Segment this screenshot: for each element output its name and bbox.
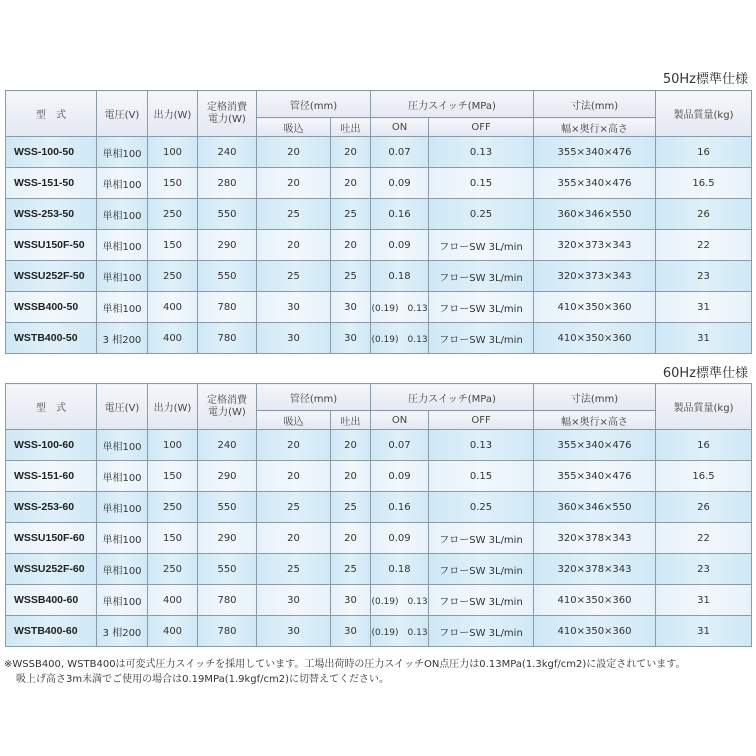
cell: 単相100 xyxy=(97,492,148,523)
cell: (0.19) 0.13 xyxy=(371,323,429,354)
table-row xyxy=(6,554,752,585)
cell: 20 xyxy=(257,523,331,554)
cell: 単相100 xyxy=(97,554,148,585)
cell: 31 xyxy=(656,616,752,647)
cell: 150 xyxy=(148,230,198,261)
header-size-sub: 幅×奥行×高さ xyxy=(534,411,656,430)
cell: 25 xyxy=(331,261,371,292)
cell: 100 xyxy=(148,430,198,461)
header-switch: 圧力スイッチ(MPa) xyxy=(371,91,534,118)
cell: 250 xyxy=(148,199,198,230)
table-row xyxy=(6,616,752,647)
cell: 0.15 xyxy=(429,168,534,199)
cell: 16.5 xyxy=(656,168,752,199)
cell: WSSU252F-50 xyxy=(6,261,97,292)
cell: 0.07 xyxy=(371,430,429,461)
table-row xyxy=(6,585,752,616)
table-title: 60Hz標準仕様 xyxy=(662,366,748,381)
cell: 780 xyxy=(198,292,257,323)
cell: 26 xyxy=(656,492,752,523)
cell: 0.15 xyxy=(429,461,534,492)
cell: 320×378×343 xyxy=(534,523,656,554)
table-row xyxy=(6,261,752,292)
cell: 150 xyxy=(148,168,198,199)
header-size: 寸法(mm) xyxy=(534,384,656,411)
header-voltage: 電圧(V) xyxy=(97,91,148,137)
cell: 30 xyxy=(331,323,371,354)
cell: 25 xyxy=(331,199,371,230)
cell: 0.09 xyxy=(371,523,429,554)
cell: 30 xyxy=(331,616,371,647)
cell: 30 xyxy=(331,292,371,323)
cell: フローSW 3L/min xyxy=(429,323,534,354)
cell: 780 xyxy=(198,585,257,616)
cell: WSSB400-50 xyxy=(6,292,97,323)
cell: 360×346×550 xyxy=(534,199,656,230)
header-mass: 製品質量(kg) xyxy=(656,91,752,137)
header-suction: 吸込 xyxy=(257,411,331,430)
cell: WSTB400-60 xyxy=(6,616,97,647)
cell: WSSU150F-50 xyxy=(6,230,97,261)
cell: 20 xyxy=(257,230,331,261)
cell: 280 xyxy=(198,168,257,199)
cell: 290 xyxy=(198,230,257,261)
header-off: OFF xyxy=(429,118,534,137)
cell: 26 xyxy=(656,199,752,230)
header-on: ON xyxy=(371,118,429,137)
cell: フローSW 3L/min xyxy=(429,261,534,292)
cell: 250 xyxy=(148,554,198,585)
cell: 16 xyxy=(656,430,752,461)
cell: 20 xyxy=(257,430,331,461)
cell: 25 xyxy=(257,492,331,523)
cell: 150 xyxy=(148,523,198,554)
cell: 0.13 xyxy=(429,430,534,461)
cell: 320×373×343 xyxy=(534,230,656,261)
cell: 20 xyxy=(331,168,371,199)
cell: 355×340×476 xyxy=(534,430,656,461)
cell: 400 xyxy=(148,616,198,647)
cell: 250 xyxy=(148,492,198,523)
header-discharge: 吐出 xyxy=(331,411,371,430)
cell: 単相100 xyxy=(97,523,148,554)
cell: WSTB400-50 xyxy=(6,323,97,354)
cell: 355×340×476 xyxy=(534,461,656,492)
table-row xyxy=(6,523,752,554)
header-size-sub: 幅×奥行×高さ xyxy=(534,118,656,137)
header-model: 型 式 xyxy=(6,91,97,137)
header-off: OFF xyxy=(429,411,534,430)
header-mass: 製品質量(kg) xyxy=(656,384,752,430)
cell: 400 xyxy=(148,585,198,616)
cell: 320×378×343 xyxy=(534,554,656,585)
cell: 30 xyxy=(257,585,331,616)
cell: WSS-100-60 xyxy=(6,430,97,461)
cell: 単相100 xyxy=(97,461,148,492)
cell: 16 xyxy=(656,137,752,168)
cell: フローSW 3L/min xyxy=(429,554,534,585)
cell: 22 xyxy=(656,523,752,554)
header-discharge: 吐出 xyxy=(331,118,371,137)
header-power: 定格消費電力(W) xyxy=(198,91,257,137)
cell: 410×350×360 xyxy=(534,616,656,647)
cell: WSSB400-60 xyxy=(6,585,97,616)
table-row xyxy=(6,323,752,354)
cell: 31 xyxy=(656,292,752,323)
header-suction: 吸込 xyxy=(257,118,331,137)
cell: WSS-151-60 xyxy=(6,461,97,492)
table-row xyxy=(6,230,752,261)
cell: 320×373×343 xyxy=(534,261,656,292)
cell: 25 xyxy=(257,199,331,230)
header-model: 型 式 xyxy=(6,384,97,430)
cell: 290 xyxy=(198,461,257,492)
cell: 23 xyxy=(656,261,752,292)
cell: 20 xyxy=(331,461,371,492)
cell: 150 xyxy=(148,461,198,492)
cell: WSS-100-50 xyxy=(6,137,97,168)
cell: 3 相200 xyxy=(97,616,148,647)
cell: 20 xyxy=(331,430,371,461)
cell: (0.19) 0.13 xyxy=(371,616,429,647)
table-row xyxy=(6,292,752,323)
cell: フローSW 3L/min xyxy=(429,585,534,616)
table-title: 50Hz標準仕様 xyxy=(662,72,748,87)
cell: 360×346×550 xyxy=(534,492,656,523)
cell: 単相100 xyxy=(97,230,148,261)
header-power: 定格消費電力(W) xyxy=(198,384,257,430)
header-switch: 圧力スイッチ(MPa) xyxy=(371,384,534,411)
table-row xyxy=(6,461,752,492)
cell: 250 xyxy=(148,261,198,292)
spec-table xyxy=(5,90,752,354)
cell: 240 xyxy=(198,137,257,168)
cell: フローSW 3L/min xyxy=(429,230,534,261)
cell: 31 xyxy=(656,323,752,354)
cell: WSS-151-50 xyxy=(6,168,97,199)
header-pipe: 管径(mm) xyxy=(257,384,371,411)
header-output: 出力(W) xyxy=(148,91,198,137)
cell: 25 xyxy=(331,492,371,523)
cell: 22 xyxy=(656,230,752,261)
cell: 20 xyxy=(257,137,331,168)
cell: 16.5 xyxy=(656,461,752,492)
cell: 550 xyxy=(198,554,257,585)
cell: 0.18 xyxy=(371,261,429,292)
cell: 20 xyxy=(331,230,371,261)
cell: 20 xyxy=(257,461,331,492)
cell: 単相100 xyxy=(97,168,148,199)
cell: (0.19) 0.13 xyxy=(371,292,429,323)
cell: フローSW 3L/min xyxy=(429,616,534,647)
header-on: ON xyxy=(371,411,429,430)
cell: 単相100 xyxy=(97,430,148,461)
cell: 410×350×360 xyxy=(534,323,656,354)
cell: 0.07 xyxy=(371,137,429,168)
cell: 単相100 xyxy=(97,199,148,230)
cell: 0.13 xyxy=(429,137,534,168)
cell: 30 xyxy=(257,323,331,354)
cell: 550 xyxy=(198,261,257,292)
cell: 0.09 xyxy=(371,230,429,261)
cell: 410×350×360 xyxy=(534,292,656,323)
table-row xyxy=(6,137,752,168)
cell: 0.09 xyxy=(371,168,429,199)
cell: WSS-253-60 xyxy=(6,492,97,523)
cell: 355×340×476 xyxy=(534,137,656,168)
cell: 0.16 xyxy=(371,199,429,230)
cell: 20 xyxy=(331,137,371,168)
cell: 25 xyxy=(331,554,371,585)
cell: 290 xyxy=(198,523,257,554)
cell: 3 相200 xyxy=(97,323,148,354)
cell: 31 xyxy=(656,585,752,616)
cell: WSS-253-50 xyxy=(6,199,97,230)
cell: 25 xyxy=(257,261,331,292)
header-output: 出力(W) xyxy=(148,384,198,430)
cell: 0.18 xyxy=(371,554,429,585)
cell: 0.16 xyxy=(371,492,429,523)
cell: WSSU150F-60 xyxy=(6,523,97,554)
spec-table xyxy=(5,383,752,647)
table-row xyxy=(6,492,752,523)
cell: 550 xyxy=(198,492,257,523)
cell: 単相100 xyxy=(97,292,148,323)
cell: 30 xyxy=(257,616,331,647)
cell: 単相100 xyxy=(97,137,148,168)
cell: 30 xyxy=(331,585,371,616)
header-pipe: 管径(mm) xyxy=(257,91,371,118)
cell: 0.09 xyxy=(371,461,429,492)
cell: フローSW 3L/min xyxy=(429,292,534,323)
cell: 550 xyxy=(198,199,257,230)
table-row xyxy=(6,199,752,230)
cell: 0.25 xyxy=(429,492,534,523)
table-row xyxy=(6,168,752,199)
cell: フローSW 3L/min xyxy=(429,523,534,554)
header-size: 寸法(mm) xyxy=(534,91,656,118)
cell: 25 xyxy=(257,554,331,585)
table-row xyxy=(6,430,752,461)
cell: 単相100 xyxy=(97,261,148,292)
footnote: ※WSSB400, WSTB400は可変式圧力スイッチを採用しています。工場出荷時の圧力スイッチON点圧力は0.13MPa(1.3kgf/cm2)に設定されています。 吸上げ高さ3m未満でご使用の場合は0.19MPa(1.9kgf/cm2)に切替えてください。 xyxy=(4,659,686,685)
cell: 単相100 xyxy=(97,585,148,616)
cell: (0.19) 0.13 xyxy=(371,585,429,616)
cell: 20 xyxy=(257,168,331,199)
cell: 400 xyxy=(148,292,198,323)
cell: 240 xyxy=(198,430,257,461)
cell: 23 xyxy=(656,554,752,585)
cell: 30 xyxy=(257,292,331,323)
cell: 355×340×476 xyxy=(534,168,656,199)
cell: 780 xyxy=(198,323,257,354)
cell: WSSU252F-60 xyxy=(6,554,97,585)
cell: 400 xyxy=(148,323,198,354)
cell: 20 xyxy=(331,523,371,554)
cell: 100 xyxy=(148,137,198,168)
cell: 0.25 xyxy=(429,199,534,230)
cell: 780 xyxy=(198,616,257,647)
header-voltage: 電圧(V) xyxy=(97,384,148,430)
cell: 410×350×360 xyxy=(534,585,656,616)
